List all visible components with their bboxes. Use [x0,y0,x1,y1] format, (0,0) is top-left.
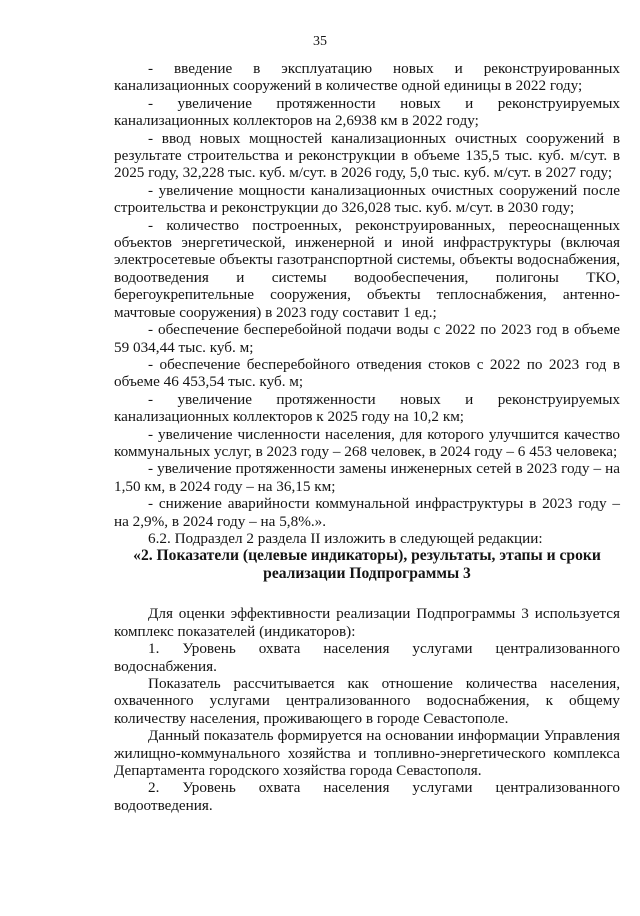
bullet-collectors-2025: - увеличение протяженности новых и реконструируемых канализационных коллекторов к 2025 году на 10,2 км; [114,390,620,426]
indicator-1-calculation: Показатель рассчитывается как отношение количества населения, охваченного услугами централизованного водоснабжения, к общему количеству населения, проживающего в городе Севастополе. [114,675,620,727]
document-body [114,60,620,814]
bullet-infrastructure-objects: - количество построенных, реконструированных, переоснащенных объектов энергетической, инженерной и иной инфраструктуры (включая электросетевые объекты газотранспортной системы, объекты водоснабжения, водоотведения и системы водообеспечения, полигоны ТКО, берегоукрепительные сооружения, объекты теплоснабжения, антенно-мачтовые сооружения) в 2023 году составит 1 ед.; [114,216,620,321]
indicator-1-source: Данный показатель формируется на основании информации Управления жилищно-коммунального хозяйства и топливно-энергетического комплекса Департамента городского хозяйства города Севастополя. [114,727,620,780]
bullet-wastewater: - обеспечение бесперебойного отведения стоков с 2022 по 2023 год в объеме 46 453,54 тыс. куб. м; [114,355,620,391]
section-heading-line2: реализации Подпрограммы 3 [263,565,471,583]
bullet-sewer-facilities: - введение в эксплуатацию новых и реконструированных канализационных сооружений в количестве одной единицы в 2022 году; [114,60,620,95]
bullet-population-quality: - увеличение численности населения, для которого улучшится качество коммунальных услуг, в 2023 году – 268 человек, в 2024 году – 6 453 человека; [114,425,620,460]
intro-paragraph: Для оценки эффективности реализации Подпрограммы 3 используется комплекс показателей (индикаторов): [114,605,620,640]
amendment-instruction: 6.2. Подраздел 2 раздела II изложить в следующей редакции: [148,529,543,547]
bullet-treatment-capacity-2030: - увеличение мощности канализационных очистных сооружений после строительства и реконструкции до 326,028 тыс. куб. м/сут. в 2030 году; [114,181,620,217]
page-number: 35 [313,34,327,49]
bullet-treatment-capacity-new: - ввод новых мощностей канализационных очистных сооружений в результате строительства и реконструкции в объеме 135,5 тыс. куб. м/сут. в 2025 году, 32,228 тыс. куб. м/сут. в 2026 году, 5,0 тыс. куб. м/сут. в 2027 году; [114,129,620,182]
indicator-2: 2. Уровень охвата населения услугами централизованного водоотведения. [114,779,620,814]
bullet-accident-reduction: - снижение аварийности коммунальной инфраструктуры в 2023 году – на 2,9%, в 2024 году – на 5,8%.». [114,495,620,530]
bullet-water-supply: - обеспечение бесперебойной подачи воды с 2022 по 2023 год в объеме 59 034,44 тыс. куб. м; [114,321,620,356]
section-heading-line1: «2. Показатели (целевые индикаторы), результаты, этапы и сроки [133,547,601,565]
bullet-network-replacement: - увеличение протяженности замены инженерных сетей в 2023 году – на 1,50 км, в 2024 году – на 36,15 км; [114,460,620,495]
bullet-collectors-2022: - увеличение протяженности новых и реконструируемых канализационных коллекторов на 2,6938 км в 2022 году; [114,94,620,130]
indicator-1: 1. Уровень охвата населения услугами централизованного водоснабжения. [114,640,620,675]
